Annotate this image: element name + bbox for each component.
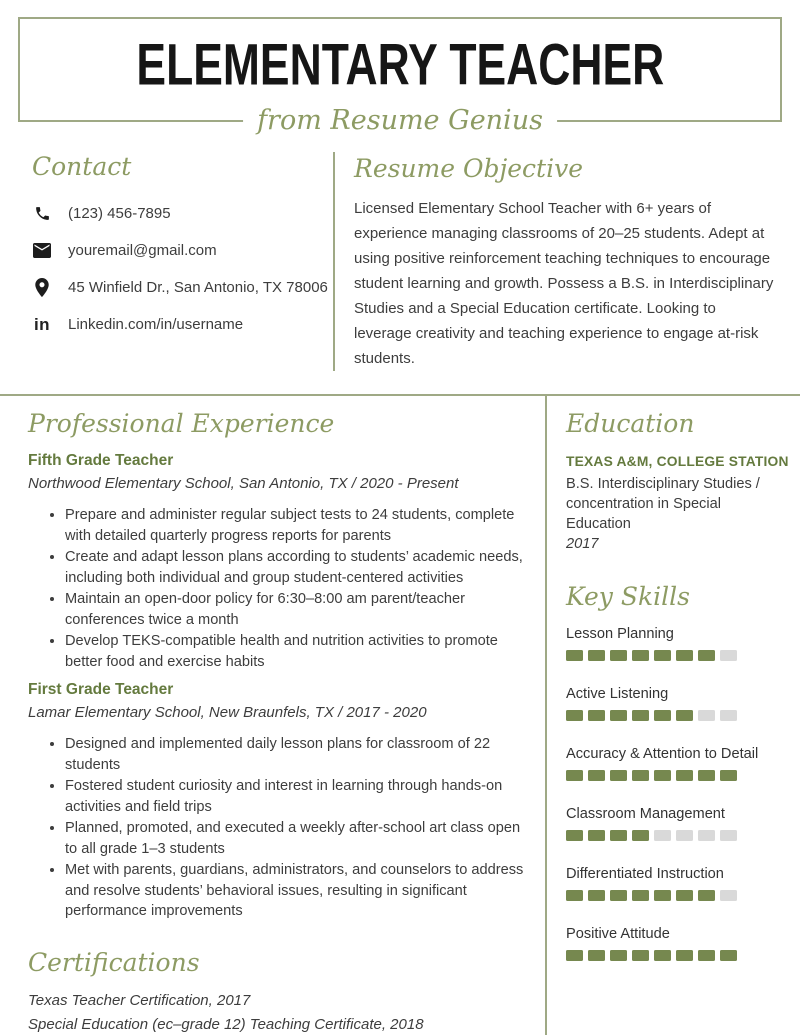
skill-segment-filled [610,650,627,661]
skill-classroom-management [566,806,790,841]
skill-segment-empty [720,710,737,721]
skill-segment-filled [588,770,605,781]
job-meta: Northwood Elementary School, San Antonio, TX / 2020 - Present [28,475,459,492]
skill-label: Lesson Planning [566,626,674,642]
objective-section [333,152,800,371]
skill-differentiated-instruction [566,866,790,901]
skill-segment-filled [654,710,671,721]
skill-segment-filled [676,890,693,901]
certification-item: Special Education (ec–grade 12) Teaching Certificate, 2018 [28,1015,424,1033]
skill-segment-filled [676,650,693,661]
skill-segment-filled [610,710,627,721]
skill-segment-empty [676,830,693,841]
experience-section [0,396,545,1035]
skill-segment-filled [566,950,583,961]
objective-heading: Resume Objective [354,154,584,183]
skill-label: Active Listening [566,686,669,702]
location-icon [32,279,52,296]
contact-row-linkedin [32,316,333,333]
page-title: ELEMENTARY TEACHER [136,31,664,98]
skill-segment-filled [676,950,693,961]
top-section [0,152,800,371]
skill-segment-filled [632,710,649,721]
skill-segment-filled [698,770,715,781]
linkedin-icon: in [33,314,51,334]
skill-segment-filled [588,950,605,961]
skill-segment-empty [720,830,737,841]
contact-list [32,205,333,333]
main-section [0,396,800,1035]
skill-segment-filled [698,890,715,901]
skill-segment-empty [654,830,671,841]
skill-segment-filled [698,650,715,661]
skill-segment-filled [610,890,627,901]
skill-segment-filled [698,950,715,961]
skill-accuracy-attention [566,746,790,781]
skill-bar [566,830,790,841]
email-value[interactable]: youremail@gmail.com [68,242,217,259]
skill-segment-filled [654,890,671,901]
skill-label: Classroom Management [566,806,725,822]
skill-bar [566,650,790,661]
certification-list [28,989,531,1035]
skill-segment-filled [610,830,627,841]
education-school: TEXAS A&M, COLLEGE STATION [566,454,789,469]
skills-list [566,626,790,961]
job-bullet-list [28,505,531,672]
bullet-item: • Fostered student curiosity and interest in learning through hands-on activities and field trips [65,776,531,817]
skill-segment-filled [720,950,737,961]
skill-segment-filled [654,770,671,781]
skill-segment-filled [588,650,605,661]
experience-heading: Professional Experience [28,409,335,438]
skill-label: Differentiated Instruction [566,866,724,882]
objective-text: Licensed Elementary School Teacher with 6+ years of experience managing classrooms of 20–25 students. Adept at using positive reinforcement teaching techniques to encourage student learning and growth. Possess a B.S. in Interdisciplinary Studies and a Special Education certificate. Looking to leverage creativity and teaching experience to engage at-risk students. [354,200,774,367]
email-icon [32,242,52,259]
skill-segment-filled [720,770,737,781]
bullet-item: • Designed and implemented daily lesson plans for classroom of 22 students [65,734,531,775]
skill-segment-filled [632,950,649,961]
skill-segment-filled [676,770,693,781]
skill-segment-filled [566,770,583,781]
skill-bar [566,770,790,781]
skills-heading: Key Skills [566,582,690,611]
skill-segment-filled [632,770,649,781]
address-value: 45 Winfield Dr., San Antonio, TX 78006 [68,279,328,296]
skill-segment-filled [610,770,627,781]
skill-segment-filled [588,710,605,721]
header-box [18,17,782,136]
skill-segment-empty [720,890,737,901]
skill-segment-filled [654,650,671,661]
skill-segment-filled [632,830,649,841]
contact-section [0,152,333,371]
skill-segment-empty [698,830,715,841]
skill-segment-filled [588,890,605,901]
contact-row-phone [32,205,333,222]
phone-value: (123) 456-7895 [68,205,171,222]
skill-segment-filled [566,830,583,841]
skill-bar [566,710,790,721]
contact-row-email [32,242,333,259]
skill-segment-filled [566,650,583,661]
linkedin-value[interactable]: Linkedin.com/in/username [68,316,244,333]
contact-row-address [32,279,333,296]
header-subtitle: from Resume Genius [243,101,557,141]
bullet-item: • Met with parents, guardians, administrators, and counselors to address and resolve students’ behavioral issues, resulting in significant performance improvements [65,860,531,922]
certifications-section [28,948,531,1035]
skill-bar [566,890,790,901]
skill-segment-filled [632,650,649,661]
skill-label: Accuracy & Attention to Detail [566,746,759,762]
skill-segment-filled [610,950,627,961]
education-degree: B.S. Interdisciplinary Studies / concentration in Special Education [566,476,760,532]
job-bullet-list [28,734,531,922]
job-title: First Grade Teacher [28,681,174,698]
job-entry-fifth-grade [28,452,531,672]
skill-segment-filled [654,950,671,961]
phone-icon [32,205,52,222]
skill-positive-attitude [566,926,790,961]
bullet-item: • Create and adapt lesson plans according to students’ academic needs, including both individual and group student-centered activities [65,547,531,588]
skill-segment-filled [632,890,649,901]
skill-bar [566,950,790,961]
skill-segment-empty [720,650,737,661]
bullet-item: • Maintain an open-door policy for 6:30–8:00 am parent/teacher conferences twice a month [65,589,531,630]
certification-item: Texas Teacher Certification, 2017 [28,991,251,1009]
bullet-item: • Prepare and administer regular subject tests to 24 students, complete with detailed quarterly progress reports for parents [65,505,531,546]
contact-heading: Contact [32,152,132,181]
skill-segment-filled [676,710,693,721]
right-column [545,396,800,1035]
job-meta: Lamar Elementary School, New Braunfels, TX / 2017 - 2020 [28,704,427,721]
skill-segment-filled [588,830,605,841]
skill-segment-filled [566,710,583,721]
bullet-item: • Planned, promoted, and executed a weekly after-school art class open to all grade 1–3 students [65,818,531,859]
job-entry-first-grade [28,681,531,922]
education-year: 2017 [566,536,599,552]
skill-active-listening [566,686,790,721]
education-heading: Education [566,409,695,438]
skill-segment-filled [566,890,583,901]
skill-label: Positive Attitude [566,926,670,942]
job-title: Fifth Grade Teacher [28,452,174,469]
skill-segment-empty [698,710,715,721]
bullet-item: • Develop TEKS-compatible health and nutrition activities to promote better food and exercise habits [65,631,531,672]
certifications-heading: Certifications [28,947,200,977]
skill-lesson-planning [566,626,790,661]
